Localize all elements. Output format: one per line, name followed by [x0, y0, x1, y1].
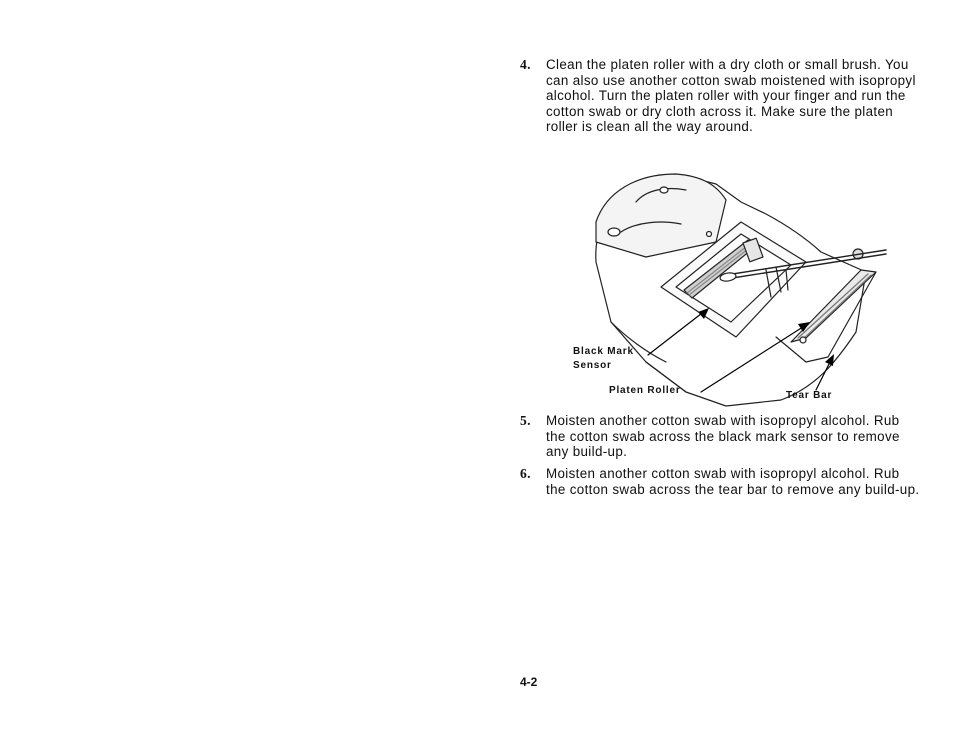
step-text: Moisten another cotton swab with isopropyl alcohol. Rub the cotton swab across the tear bar to remove any build-up. [546, 466, 920, 497]
paper-cover [596, 174, 726, 257]
callout-label: Sensor [573, 360, 612, 371]
step-text: Moisten another cotton swab with isopropyl alcohol. Rub the cotton swab across the black mark sensor to remove any build-up. [546, 413, 900, 460]
callout-black-mark-sensor [573, 345, 634, 373]
button-icon [608, 228, 620, 236]
step-5 [520, 413, 920, 460]
callout-tear-bar: Tear Bar [786, 390, 833, 401]
callout-label: Black Mark [573, 346, 634, 357]
step-6 [520, 466, 920, 497]
step-number: 4. [520, 57, 531, 72]
step-4 [520, 57, 920, 135]
step-number: 5. [520, 413, 531, 428]
page-number: 4-2 [520, 675, 538, 689]
printer-illustration [566, 162, 896, 410]
callout-platen-roller: Platen Roller [609, 385, 681, 396]
step-text: Clean the platen roller with a dry cloth or small brush. You can also use another cotton swab moistened with isopropyl alcohol. Turn the platen roller with your finger and run the cotton swab or dry cloth across it. Make sure the platen roller is clean all the way around. [546, 57, 916, 135]
step-number: 6. [520, 466, 531, 481]
